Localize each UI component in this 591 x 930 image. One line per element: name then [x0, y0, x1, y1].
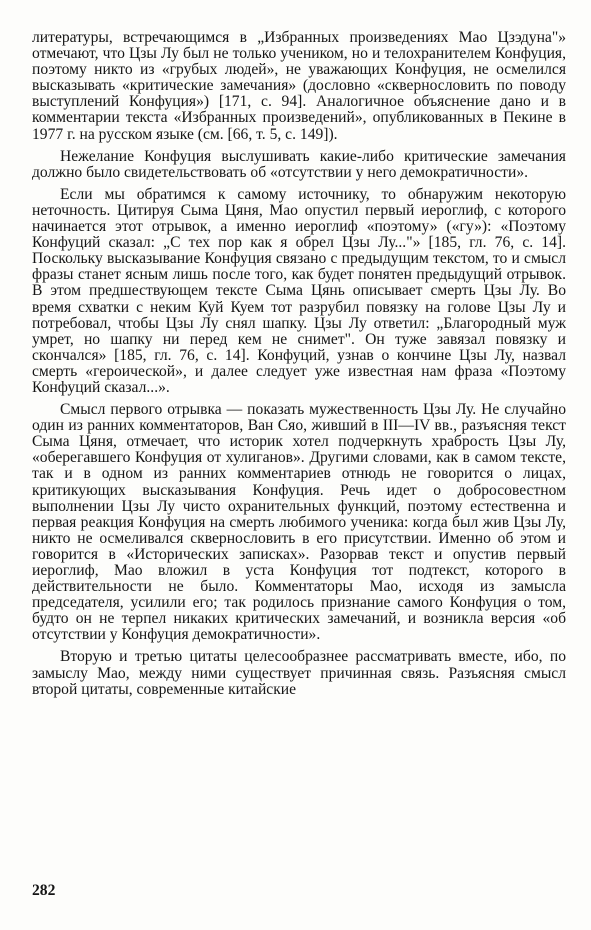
paragraph-1: литературы, встречающимся в „Избранных произведениях Мао Цзэдуна"» отмечают, что Цзы Лу был не только учеником, но и телохранителем Конфуция, поэтому никто из «грубых людей», не уважающих Конфуция, не осмелился высказывать «критические замечания» (дословно «сквернословить по поводу выступлений Конфуция») [171, с. 94]. Аналогичное объяснение дано и в комментарии текста «Избранных произведений», опубликованных в Пекине в 1977 г. на русском языке (см. [66, т. 5, с. 149]). — [32, 29, 566, 143]
paragraph-4: Смысл первого отрывка — показать мужественность Цзы Лу. Не случайно один из ранних комментаторов, Ван Сяо, живший в III—IV вв., разъясняя текст Сыма Цяня, отмечает, что историк хотел подчеркнуть храбрость Цзы Лу, «оберегавшего Конфуция от хулиганов». Другими словами, как в самом тексте, так и в одном из ранних комментариев отнюдь не говорится о лицах, критикующих высказывания Конфуция. Речь идет о добросовестном выполнении Цзы Лу чисто охранительных функций, поэтому естественна и первая реакция Конфуция на смерть любимого ученика: когда был жив Цзы Лу, никто не осмеливался сквернословить в его присутствии. Именно об этом и говорится в «Исторических записках». Разорвав текст и опустив первый иероглиф, Мао вложил в уста Конфуция тот подтекст, которого в действительности не было. Комментаторы Мао, исходя из замысла председателя, усилили его; так родилось признание самого Конфуция о том, будто он не терпел никаких критических замечаний, и возникла версия «об отсутствии у Конфуция демократичности». — [32, 401, 566, 644]
paragraph-2: Нежелание Конфуция выслушивать какие-либо критические замечания должно было свидетельствовать об «отсутствии у него демократичности». — [32, 147, 566, 181]
paragraph-3: Если мы обратимся к самому источнику, то обнаружим некоторую неточность. Цитируя Сыма Цяня, Мао опустил первый иероглиф, с которого начинается этот отрывок, а именно иероглиф «поэтому» («гу»): «Поэтому Конфуций сказал: „С тех пор как я обрел Цзы Лу..."» [185, гл. 76, с. 14]. Поскольку высказывание Конфуция связано с предыдущим текстом, то и смысл фразы станет ясным лишь после того, как будет понятен предыдущий отрывок. В этом предшествующем тексте Сыма Цянь описывает смерть Цзы Лу. Во время схватки с неким Куй Куем тот разрубил повязку на голове Цзы Лу и потребовал, чтобы Цзы Лу снял шапку. Цзы Лу ответил: „Благородный муж умрет, но шапку ни перед кем не снимет". Он туже завязал повязку и скончался» [185, гл. 76, с. 14]. Конфуций, узнав о кончине Цзы Лу, назвал смерть «героической», и далее следует уже известная нам фраза «Поэтому Конфуций сказал...». — [32, 185, 566, 396]
page-number: 282 — [32, 882, 56, 899]
text-column — [32, 30, 566, 698]
paragraph-5: Вторую и третью цитаты целесообразнее рассматривать вместе, ибо, по замыслу Мао, между ними существует причинная связь. Разъясняя смысл второй цитаты, современные китайские — [32, 648, 566, 698]
